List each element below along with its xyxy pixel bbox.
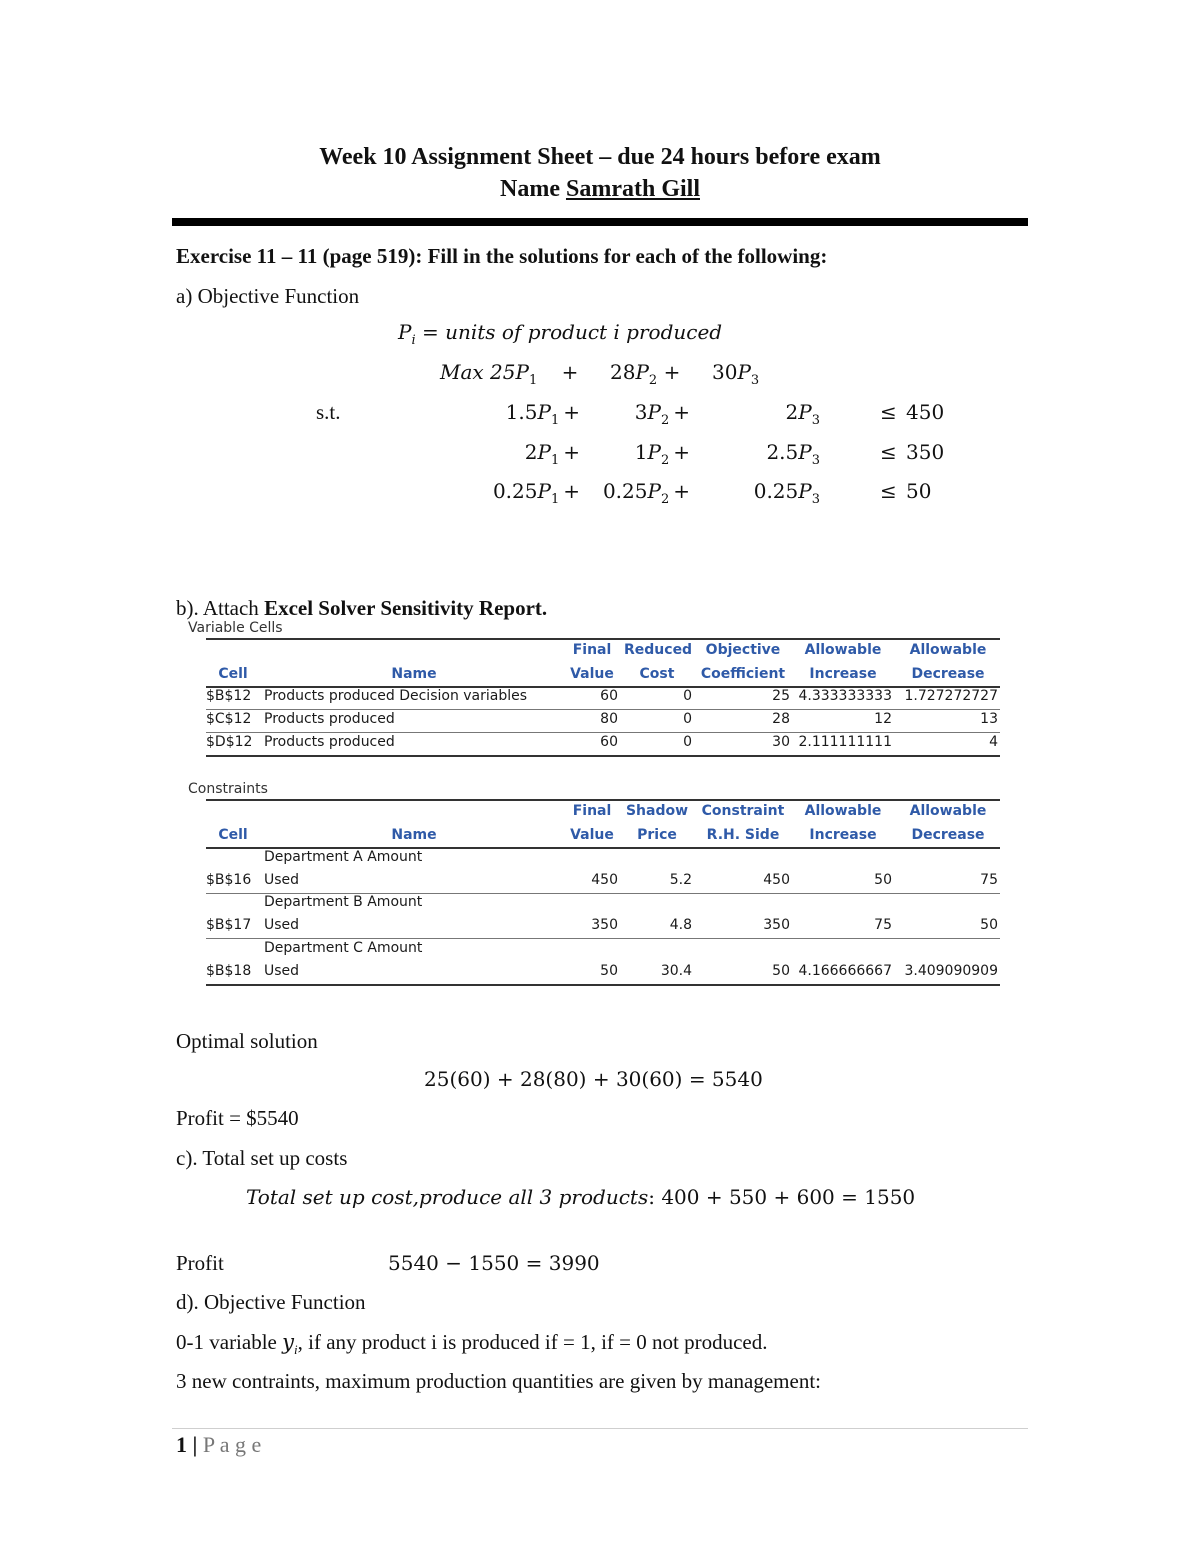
var-row-3-col-6: 4: [989, 734, 998, 750]
var-row-2-col-3: 0: [683, 711, 692, 727]
constraint-3-term-1: [480, 479, 580, 507]
var-sub: 2: [660, 413, 670, 428]
var: P: [647, 440, 661, 464]
objective-term-2: [610, 360, 680, 388]
con-row-2-inc: 75: [874, 917, 892, 933]
con-row-2-dec: 50: [980, 917, 998, 933]
con-row-2-cell: $B$17: [206, 917, 252, 933]
def-var: P: [398, 320, 412, 344]
header-row2-col4: R.H. Side: [706, 827, 780, 843]
header-row2-col3: Cost: [639, 666, 675, 682]
student-name-line: [0, 176, 1200, 203]
constraint-3-rhs: 50: [906, 479, 932, 503]
header-row1-col3: Reduced: [624, 642, 693, 658]
part-d-line1-a: 0-1 variable: [176, 1330, 283, 1354]
header-row2-col2: Value: [570, 666, 614, 682]
con-row-2-name2: Used: [264, 917, 300, 933]
var: P: [537, 440, 551, 464]
coef: 0.25: [753, 479, 799, 503]
profit-line: Profit = $5540: [176, 1106, 299, 1130]
var-row-2-col-0: $C$12: [206, 711, 252, 727]
var-sub: 3: [811, 453, 820, 468]
var: P: [537, 400, 551, 424]
profit-label: Profit: [176, 1251, 224, 1275]
con-row-2-final: 350: [591, 917, 618, 933]
constraint-2-term-1: [480, 440, 580, 468]
var-row-3-col-0: $D$12: [206, 734, 253, 750]
obj-p2: P: [635, 360, 649, 384]
var-row-3-col-4: 30: [772, 734, 790, 750]
constraint-3-op: ≤: [880, 479, 897, 503]
header-row2-col0: Cell: [218, 827, 248, 843]
page-title: Week 10 Assignment Sheet – due 24 hours before exam: [319, 144, 881, 170]
footer-rule: [172, 1428, 1028, 1429]
var: P: [647, 400, 661, 424]
constraint-1-term-1: [480, 400, 580, 428]
var-row-1-col-3: 0: [683, 688, 692, 704]
var-sub: 3: [811, 413, 820, 428]
header-row2-col6: Decrease: [911, 827, 985, 843]
part-d-line-1: [176, 1330, 767, 1358]
constraint-2-term-3: [700, 440, 820, 468]
constraint-1-term-2: [590, 400, 690, 428]
part-b-label: [176, 596, 547, 621]
header-row1-col5: Allowable: [804, 803, 882, 819]
var: P: [537, 479, 551, 503]
part-d-label: d). Objective Function: [176, 1290, 366, 1314]
constraint-2-term-2: [590, 440, 690, 468]
header-row1-col4: Constraint: [701, 803, 785, 819]
header-rule: [172, 218, 1028, 226]
con-row-3-final: 50: [600, 963, 618, 979]
plus: +: [673, 400, 690, 424]
var-sub: 1: [550, 453, 560, 468]
page-separator: |: [192, 1432, 198, 1457]
setup-cost-equation: [246, 1185, 915, 1209]
constraint-2-op: ≤: [880, 440, 897, 464]
obj-plus-2: +: [663, 360, 681, 384]
var: P: [798, 400, 812, 424]
con-row-2-rhs: 350: [763, 917, 790, 933]
con-row-2-shadow: 4.8: [669, 917, 692, 933]
part-d-line1-b: , if any product i is produced if = 1, if = 0 not produced.: [297, 1330, 768, 1354]
st-label: s.t.: [316, 400, 341, 424]
constraint-1-term-3: [700, 400, 820, 428]
obj-p1: P: [515, 360, 529, 384]
var: P: [798, 479, 812, 503]
header-row2-col6: Decrease: [911, 666, 985, 682]
header-row2-col1: Name: [391, 827, 437, 843]
constraint-3-term-3: [700, 479, 820, 507]
var-row-2-rule: [206, 732, 1000, 733]
coef: 2.5: [766, 440, 799, 464]
var-table-top-rule: [206, 638, 1000, 640]
page-footer: [176, 1432, 261, 1458]
constraint-1-op: ≤: [880, 400, 897, 424]
exercise-heading: Exercise 11 – 11 (page 519): Fill in the solutions for each of the following:: [176, 244, 828, 268]
var: P: [647, 479, 661, 503]
header-row1-col4: Objective: [705, 642, 781, 658]
var-row-3-col-3: 0: [683, 734, 692, 750]
constraint-1-rhs: 450: [906, 400, 945, 424]
var-row-2-col-4: 28: [772, 711, 790, 727]
header-row2-col3: Price: [637, 827, 677, 843]
page-number: 1: [176, 1432, 187, 1457]
var-row-3-col-1: Products produced: [264, 734, 395, 750]
objective-function: [440, 360, 578, 388]
var-row-1-col-0: $B$12: [206, 688, 252, 704]
var-sub: 1: [550, 413, 560, 428]
header-row1-col2: Final: [572, 642, 612, 658]
var-row-1-col-5: 4.333333333: [798, 688, 892, 704]
var-row-3-col-5: 2.111111111: [798, 734, 892, 750]
header-row2-col5: Increase: [809, 827, 877, 843]
con-row-3-rule: [206, 984, 1000, 986]
var-sub: 3: [811, 492, 820, 507]
coef: 0.25: [492, 479, 538, 503]
coef: 1.5: [505, 400, 538, 424]
con-table-top-rule: [206, 799, 1000, 801]
part-c-label: c). Total set up costs: [176, 1146, 348, 1170]
obj-max: Max 25: [440, 360, 516, 384]
def-rhs: = units of product i produced: [422, 320, 723, 344]
header-row1-col5: Allowable: [804, 642, 882, 658]
header-row1-col2: Final: [572, 803, 612, 819]
con-row-1-shadow: 5.2: [669, 872, 692, 888]
plus: +: [673, 479, 690, 503]
constraint-3-term-2: [590, 479, 690, 507]
var-sub: 1: [550, 492, 560, 507]
var-sub: 2: [660, 492, 670, 507]
header-row1-col6: Allowable: [909, 803, 987, 819]
var-row-2-col-6: 13: [980, 711, 998, 727]
obj-c2: 28: [610, 360, 636, 384]
coef: 2: [785, 400, 799, 424]
plus: +: [673, 440, 690, 464]
constraint-2-rhs: 350: [906, 440, 945, 464]
plus: +: [563, 479, 580, 503]
def-sub: i: [411, 333, 416, 348]
con-row-1-name1: Department A Amount: [264, 849, 423, 865]
var-row-1-col-1: Products produced Decision variables: [264, 688, 528, 704]
header-row2-col1: Name: [391, 666, 437, 682]
con-row-1-cell: $B$16: [206, 872, 252, 888]
setup-cost-values: : 400 + 550 + 600 = 1550: [648, 1185, 916, 1209]
header-row1-col3: Shadow: [625, 803, 689, 819]
part-d-sub: i: [294, 1342, 298, 1358]
constraints-title: Constraints: [188, 781, 268, 797]
con-row-2-rule: [206, 938, 1000, 939]
coef: 1: [634, 440, 648, 464]
coef: 0.25: [602, 479, 648, 503]
obj-p2-sub: 2: [648, 373, 658, 388]
coef: 3: [634, 400, 648, 424]
part-d-line-2: 3 new contraints, maximum production quantities are given by management:: [176, 1369, 822, 1393]
plus: +: [563, 400, 580, 424]
var-row-2-col-1: Products produced: [264, 711, 395, 727]
variable-cells-title: Variable Cells: [188, 620, 283, 636]
con-row-3-shadow: 30.4: [660, 963, 692, 979]
con-row-3-name2: Used: [264, 963, 300, 979]
con-row-1-final: 450: [591, 872, 618, 888]
part-b-bold: Excel Solver Sensitivity Report.: [264, 596, 548, 620]
var-row-1-col-2: 60: [600, 688, 618, 704]
con-row-2-name1: Department B Amount: [264, 894, 423, 910]
variable-definition: [398, 320, 722, 348]
obj-c3: 30: [712, 360, 738, 384]
optimal-label: Optimal solution: [176, 1029, 318, 1053]
header-row2-col5: Increase: [809, 666, 877, 682]
plus: +: [563, 440, 580, 464]
part-b-prefix: b). Attach: [176, 596, 265, 620]
objective-term-3: [712, 360, 759, 388]
obj-p1-sub: 1: [528, 373, 538, 388]
var-row-1-rule: [206, 709, 1000, 710]
var-sub: 2: [660, 453, 670, 468]
con-row-1-dec: 75: [980, 872, 998, 888]
header-row2-col0: Cell: [218, 666, 248, 682]
optimal-equation: 25(60) + 28(80) + 30(60) = 5540: [424, 1067, 763, 1091]
con-row-3-cell: $B$18: [206, 963, 252, 979]
obj-p3-sub: 3: [750, 373, 760, 388]
var-row-1-col-4: 25: [772, 688, 790, 704]
name-value: Samrath Gill: [565, 176, 700, 202]
header-row2-col2: Value: [570, 827, 614, 843]
obj-plus-1: +: [561, 360, 579, 384]
var-row-1-col-6: 1.727272727: [904, 688, 998, 704]
profit-equation: 5540 − 1550 = 3990: [388, 1251, 600, 1275]
page-word: P a g e: [202, 1432, 262, 1457]
con-row-3-name1: Department C Amount: [264, 940, 423, 956]
var-row-2-col-5: 12: [874, 711, 892, 727]
con-row-3-dec: 3.409090909: [904, 963, 998, 979]
con-row-3-rhs: 50: [772, 963, 790, 979]
var-row-2-col-2: 80: [600, 711, 618, 727]
var-row-3-col-2: 60: [600, 734, 618, 750]
name-label: Name: [500, 176, 560, 202]
coef: 2: [524, 440, 538, 464]
part-a-label: a) Objective Function: [176, 284, 360, 308]
header-row1-col6: Allowable: [909, 642, 987, 658]
var: P: [798, 440, 812, 464]
obj-p3: P: [737, 360, 751, 384]
con-row-1-rhs: 450: [763, 872, 790, 888]
part-d-var: y: [282, 1330, 294, 1354]
var-row-3-rule: [206, 755, 1000, 757]
con-row-3-inc: 4.166666667: [798, 963, 892, 979]
header-row2-col4: Coefficient: [700, 666, 786, 682]
setup-cost-italic: Total set up cost,produce all 3 products: [246, 1185, 649, 1209]
con-row-1-name2: Used: [264, 872, 300, 888]
con-row-1-inc: 50: [874, 872, 892, 888]
